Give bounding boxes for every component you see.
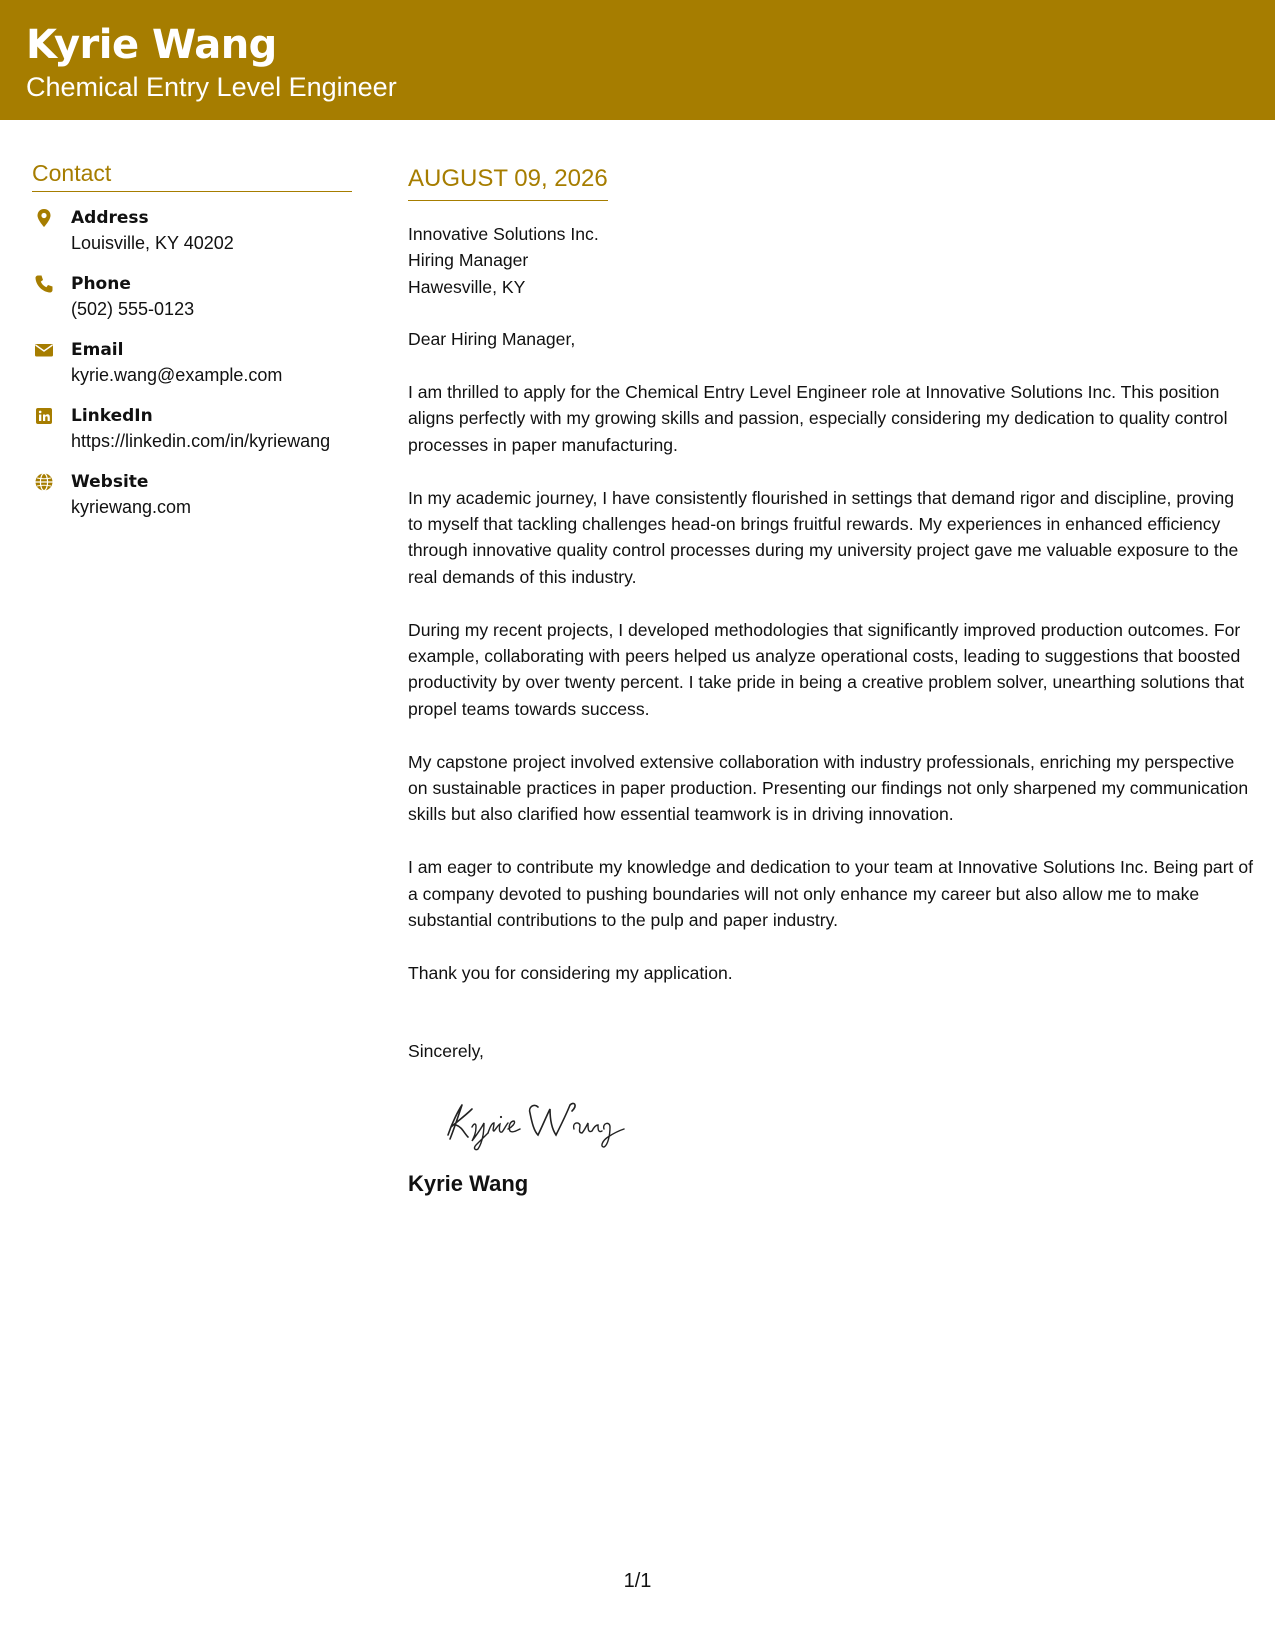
recipient-title: Hiring Manager: [408, 250, 529, 271]
paragraph-5: I am eager to contribute my knowledge and dedication to your team at Innovative Solutions Inc. Being part of a company devoted to pushing boundaries will not only enhance my career but also allow me to make substantial contributions to the pulp and paper industry.: [408, 857, 1253, 931]
recipient-block: [408, 221, 1253, 300]
phone-value: (502) 555-0123: [71, 299, 195, 319]
website-label: Website: [71, 472, 149, 492]
greeting: Dear Hiring Manager,: [408, 329, 576, 350]
linkedin-label: LinkedIn: [71, 406, 153, 426]
phone-label: Phone: [71, 274, 131, 294]
phone-icon: [34, 274, 54, 294]
paragraph-2: In my academic journey, I have consistently flourished in settings that demand rigor and discipline, proving to myself that tackling challenges head-on brings fruitful rewards. My experiences in enhanced efficiency through innovative quality control processes during my university project gave me valuable exposure to the real demands of this industry.: [408, 487, 1239, 587]
contact-item-linkedin: [32, 404, 352, 454]
address-value: Louisville, KY 40202: [71, 233, 234, 253]
applicant-role: Chemical Entry Level Engineer: [26, 72, 397, 102]
closing: Sincerely,: [408, 1041, 484, 1062]
recipient-location: Hawesville, KY: [408, 276, 526, 297]
paragraph-4: My capstone project involved extensive collaboration with industry professionals, enriching my perspective on sustainable practices in paper production. Presenting our findings not only sharpened my communication skills but also clarified how essential teamwork is in driving innovation.: [408, 751, 1249, 825]
contact-sidebar: [32, 160, 352, 536]
email-value: kyrie.wang@example.com: [71, 365, 283, 385]
handwritten-signature: [438, 1093, 1253, 1153]
contact-title: Contact: [32, 160, 352, 192]
email-label: Email: [71, 340, 124, 360]
signature-image: [438, 1093, 648, 1153]
envelope-icon: [34, 340, 54, 360]
paragraph-3: During my recent projects, I developed methodologies that significantly improved production outcomes. For example, collaborating with peers helped us analyze operational costs, leading to suggestions that boosted productivity by over twenty percent. I take pride in being a creative problem solver, unearthing solutions that propel teams towards success.: [408, 619, 1245, 719]
header-banner: [0, 0, 1275, 120]
contact-item-website: [32, 470, 352, 520]
address-label: Address: [71, 208, 149, 228]
contact-item-address: [32, 206, 352, 256]
globe-icon: [34, 472, 54, 492]
linkedin-icon: [34, 406, 54, 426]
recipient-company: Innovative Solutions Inc.: [408, 224, 599, 244]
linkedin-value[interactable]: https://linkedin.com/in/kyriewang: [71, 431, 331, 451]
page-number: 1/1: [623, 1570, 652, 1592]
contact-item-phone: [32, 272, 352, 322]
signed-name: Kyrie Wang: [408, 1170, 529, 1196]
paragraph-1: I am thrilled to apply for the Chemical Entry Level Engineer role at Innovative Solutions Inc. This position aligns perfectly with my growing skills and passion, especially considering my dedication to quality control processes in paper manufacturing.: [408, 382, 1228, 455]
paragraph-6: Thank you for considering my application.: [408, 962, 733, 983]
letter-date: AUGUST 09, 2026: [408, 164, 608, 201]
map-pin-icon: [34, 208, 54, 228]
website-value[interactable]: kyriewang.com: [71, 497, 192, 517]
letter-body: [408, 164, 1253, 1197]
contact-item-email: [32, 338, 352, 388]
applicant-name: Kyrie Wang: [26, 22, 277, 68]
